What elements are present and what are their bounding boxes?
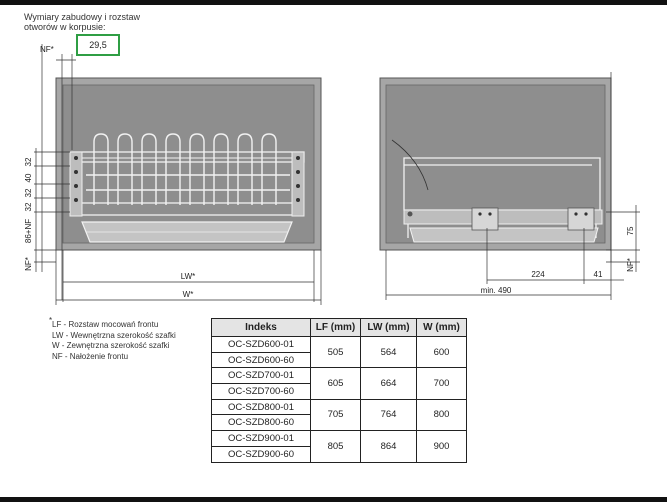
code-cell: OC-SZD900-01 (212, 431, 311, 447)
lf-cell: 505 (311, 337, 361, 368)
dim-41: 41 (593, 270, 603, 279)
dim-32-b: 32 (24, 188, 33, 198)
legend-star: * (49, 316, 53, 325)
code-cell: OC-SZD900-60 (212, 446, 311, 462)
lw-label: LW* (180, 272, 196, 281)
nf-top-label: NF* (40, 45, 54, 54)
legend-line-w: W - Zewnętrzna szerokość szafki (52, 341, 170, 350)
header-lf: LF (mm) (311, 319, 361, 337)
code-cell: OC-SZD800-01 (212, 399, 311, 415)
table-row (212, 337, 467, 353)
table-row (212, 399, 467, 415)
bottom-border (0, 497, 667, 502)
lf-cell: 805 (311, 431, 361, 462)
legend-line-nf: NF - Nałożenie frontu (52, 351, 129, 361)
dim-224: 224 (531, 270, 545, 279)
legend (49, 316, 176, 362)
code-cell: OC-SZD700-01 (212, 368, 311, 384)
nf-right-label: NF* (626, 258, 635, 272)
lw-cell: 764 (361, 399, 417, 430)
lf-cell: 705 (311, 399, 361, 430)
highlight-value: 29,5 (89, 40, 107, 50)
code-cell: OC-SZD700-60 (212, 384, 311, 400)
dim-86-nf: 86+NF (24, 218, 33, 244)
dim-32-a: 32 (24, 157, 33, 167)
w-cell: 900 (417, 431, 467, 462)
table-header-row (212, 319, 467, 337)
title-line-1: Wymiary zabudowy i rozstaw (24, 12, 140, 22)
legend-line-lw: LW - Wewnętrzna szerokość szafki (52, 330, 176, 340)
title-line-2: otworów w korpusie: (24, 22, 106, 32)
side-view (380, 72, 640, 300)
w-cell: 800 (417, 399, 467, 430)
front-view (24, 44, 321, 305)
w-cell: 700 (417, 368, 467, 399)
nf-bottom-label: NF* (24, 257, 33, 271)
lw-cell: 564 (361, 337, 417, 368)
legend-line-lf: LF - Rozstaw mocowań frontu (52, 320, 159, 329)
w-label: W* (182, 290, 194, 299)
code-cell: OC-SZD600-01 (212, 337, 311, 353)
table-row (212, 431, 467, 447)
header-indeks: Indeks (212, 319, 311, 337)
dim-32-c: 32 (24, 202, 33, 212)
code-cell: OC-SZD800-60 (212, 415, 311, 431)
header-lw: LW (mm) (361, 319, 417, 337)
code-cell: OC-SZD600-60 (212, 352, 311, 368)
header-w: W (mm) (417, 319, 467, 337)
table-row (212, 368, 467, 384)
min-depth-label: min. 490 (480, 286, 512, 295)
dim-75: 75 (626, 226, 635, 236)
lf-cell: 605 (311, 368, 361, 399)
dimensions-table (211, 318, 467, 463)
lw-cell: 864 (361, 431, 417, 462)
lw-cell: 664 (361, 368, 417, 399)
dim-40: 40 (24, 173, 33, 183)
w-cell: 600 (417, 337, 467, 368)
